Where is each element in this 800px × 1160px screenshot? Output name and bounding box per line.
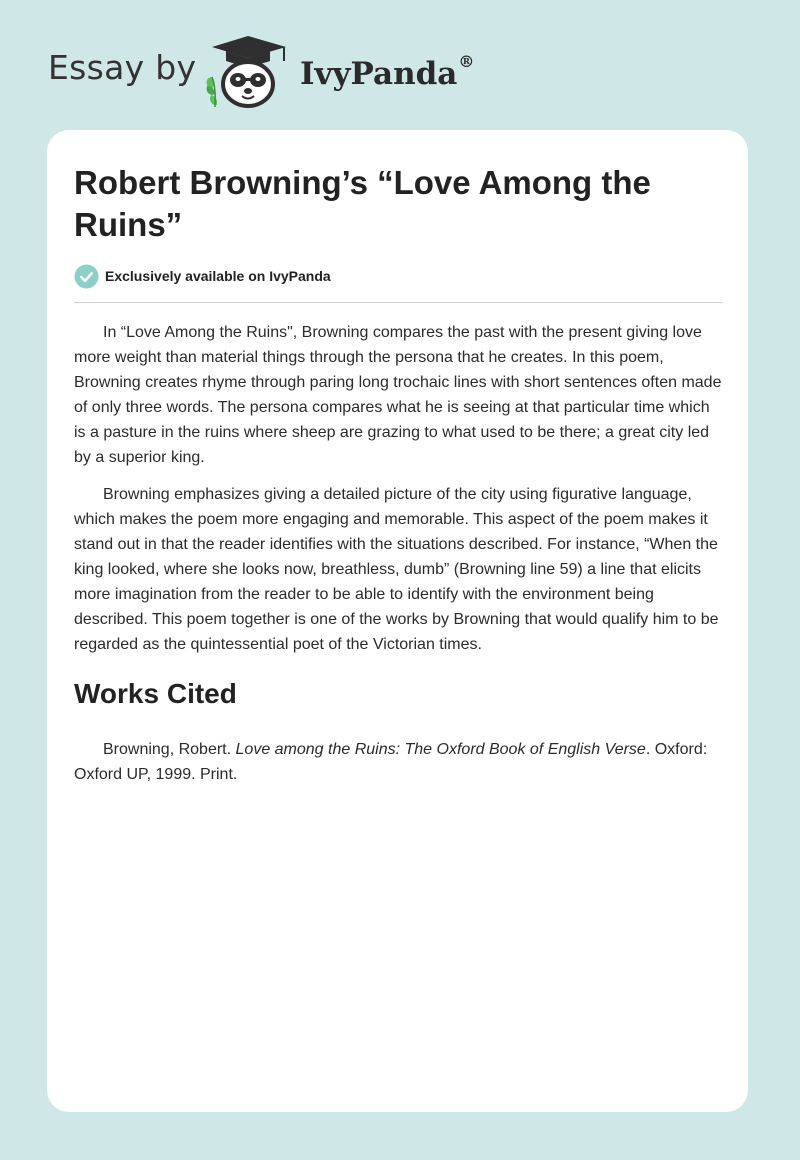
paragraph: In “Love Among the Ruins", Browning compares the past with the present giving love more weight than material things through the persona that he creates. In this poem, Browning creates rhyme through paring long trochaic lines with short sentences often made of only three words. The persona compares what he is seeing at that particular time which is a pasture in the ruins where sheep are grazing to what used to be there; a great city led by a superior king.	[74, 324, 722, 466]
page-title: Robert Browning’s “Love Among the Ruins”	[74, 164, 651, 243]
works-cited-heading: Works Cited	[74, 678, 237, 709]
exclusive-badge	[74, 263, 331, 289]
brand-text: IvyPanda	[300, 56, 458, 92]
citation-author: Browning, Robert.	[103, 741, 232, 758]
essay-by-label: Essay by	[48, 48, 197, 87]
citation-title: Love among the Ruins: The Oxford Book of English Verse	[235, 741, 646, 758]
registered-mark: ®	[458, 52, 475, 71]
panda-graduate-logo-icon[interactable]	[202, 35, 294, 110]
exclusive-label: Exclusively available on IvyPanda	[105, 268, 331, 284]
citation-publication: . Oxford: Oxford UP, 1999. Print.	[74, 741, 708, 783]
check-circle-icon	[74, 264, 99, 289]
citation-entry	[74, 737, 724, 787]
brand-name[interactable]	[300, 52, 475, 92]
essay-body	[74, 320, 724, 669]
site-header	[48, 30, 548, 110]
essay-card	[47, 130, 748, 1112]
paragraph: Browning emphasizes giving a detailed picture of the city using figurative language, which makes the poem more engaging and memorable. This aspect of the poem makes it stand out in that the reader identifies with the situations described. For instance, “When the king looked, where she looks now, breathless, dumb” (Browning line 59) a line that elicits more imagination from the reader to be able to identify with the environment being described. This poem together is one of the works by Browning that would qualify him to be regarded as the quintessential poet of the Victorian times.	[74, 486, 719, 653]
divider	[74, 302, 723, 303]
